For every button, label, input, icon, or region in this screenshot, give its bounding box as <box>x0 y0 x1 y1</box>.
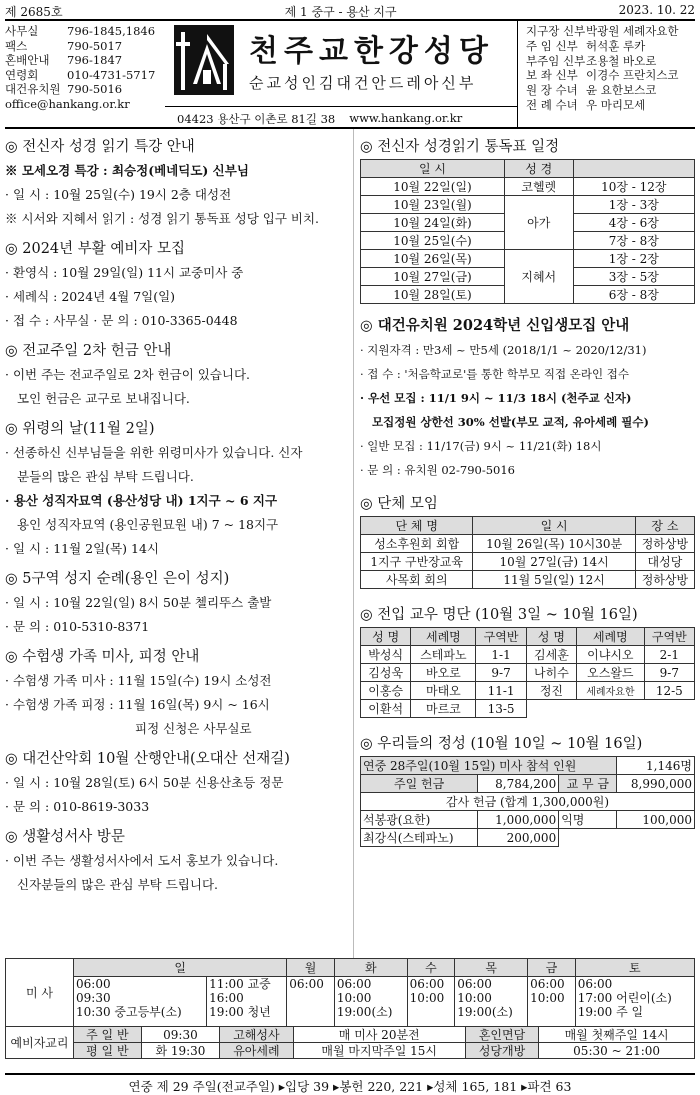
header <box>5 21 695 129</box>
attendance-label: 연중 28주일(10월 15일) 미사 참석 인원 <box>361 757 617 775</box>
cell: 11월 5일(일) 12시 <box>473 571 635 589</box>
section-line: 모집정원 상한선 30% 선발(부모 교적, 유아세례 필수) <box>372 415 649 429</box>
left-column <box>5 129 353 961</box>
mass-schedule-table <box>5 958 695 1027</box>
service-value: 매월 첫째주일 14시 <box>539 1027 695 1043</box>
staff-list <box>517 21 695 127</box>
section-line: · 수험생 가족 미사 : 11월 15일(수) 19시 소성전 <box>5 673 272 688</box>
section-line: · 문 의 : 010-8619-3033 <box>5 799 150 814</box>
cell: 대성당 <box>635 553 694 571</box>
donor-name: 최강식(스테파노) <box>361 829 478 847</box>
table-row <box>361 178 695 196</box>
sunday-offering-value: 8,784,200 <box>478 775 559 793</box>
table-header: 일 시 <box>361 160 505 178</box>
section-line: · 일 시 : 10월 28일(토) 6시 50분 신용산초등 정문 <box>5 775 284 790</box>
offering-table <box>360 756 695 847</box>
service-label: 유아세례 <box>220 1043 293 1059</box>
table-row <box>361 535 695 553</box>
table-row <box>361 646 695 664</box>
table-header: 구역반 <box>476 628 526 646</box>
staff-role: 원 장 수녀 <box>526 83 578 98</box>
cell: 코헬렛 <box>504 178 573 196</box>
service-value: 09:30 <box>141 1027 220 1043</box>
section-line: 피정 신청은 사무실로 <box>135 721 252 736</box>
cell: 이환석 <box>361 700 411 718</box>
table-header: 단 체 명 <box>361 517 473 535</box>
section-line: · 용산 성직자묘역 (용산성당 내) 1지구 ~ 6 지구 <box>5 493 278 508</box>
section-line: · 환영식 : 10월 29일(일) 11시 교중미사 중 <box>5 265 244 280</box>
section-line: · 문 의 : 010-5310-8371 <box>5 619 150 634</box>
day-header: 수 <box>407 959 455 977</box>
section-line: ※ 모세오경 특강 : 최승정(베네딕도) 신부님 <box>5 163 249 178</box>
section-title: ◎ 전신자 성경 읽기 특강 안내 <box>5 139 195 155</box>
staff-row <box>526 24 695 39</box>
contact-row <box>5 24 165 39</box>
offering-section <box>360 732 695 847</box>
staff-name: 박광원 세례자요한 <box>586 24 679 38</box>
cell: 10월 28일(토) <box>361 286 505 304</box>
parish-title: 천주교한강성당 <box>249 34 494 69</box>
service-label: 혼인면담 <box>465 1027 538 1043</box>
mass-times: 06:00 10:00 <box>528 977 576 1027</box>
staff-name: 윤 요한보스코 <box>586 83 657 98</box>
bible-lecture-section <box>5 135 347 231</box>
cell: 정하상방 <box>635 535 694 553</box>
donor-name: 석봉광(요한) <box>361 811 478 829</box>
cell: 성소후원회 회합 <box>361 535 473 553</box>
cell: 박성식 <box>361 646 411 664</box>
staff-row <box>526 83 695 98</box>
empty-cell <box>617 829 695 847</box>
cell: 이홍승 <box>361 682 411 700</box>
section-line: · 세례식 : 2024년 4월 7일(일) <box>5 289 176 304</box>
cell: 1지구 구반장교육 <box>361 553 473 571</box>
church-logo-icon <box>173 24 235 96</box>
staff-row <box>526 98 695 113</box>
service-value: 매월 마지막주일 15시 <box>293 1043 465 1059</box>
cell: 10월 22일(일) <box>361 178 505 196</box>
contact-row <box>5 39 165 54</box>
empty-cell <box>577 700 644 718</box>
service-label: 평 일 반 <box>74 1043 142 1059</box>
parish-subtitle: 순교성인김대건안드레아신부 <box>249 74 477 92</box>
cell: 2-1 <box>644 646 694 664</box>
section-line: · 수험생 가족 피정 : 11월 16일(목) 9시 ~ 16시 <box>5 697 270 712</box>
cell: 3장 - 5장 <box>573 268 694 286</box>
empty-cell <box>526 700 576 718</box>
catechumen-label: 예비자교리 <box>6 1027 74 1059</box>
contact-row <box>5 53 165 68</box>
table-header: 성 명 <box>361 628 411 646</box>
mission-offering-section <box>5 339 347 411</box>
cell: 이냐시오 <box>577 646 644 664</box>
table-header: 성 명 <box>526 628 576 646</box>
donor-amount: 200,000 <box>478 829 559 847</box>
staff-row <box>526 68 695 83</box>
mass-times: 06:00 10:00 19:00(소) <box>455 977 528 1027</box>
service-value: 매 미사 20분전 <box>293 1027 465 1043</box>
day-header: 일 <box>74 959 287 977</box>
hymn-footer: 연중 제 29 주일(전교주일) ▸입당 39 ▸봉헌 220, 221 ▸성체 165, 181 ▸파견 63 <box>5 1073 695 1095</box>
table-header <box>573 160 694 178</box>
table-header: 세례명 <box>411 628 476 646</box>
parish-website[interactable]: www.hankang.or.kr <box>349 111 463 125</box>
issue-date: 2023. 10. 22 <box>618 3 695 17</box>
section-line: · 접 수 : 사무실 · 문 의 : 010-3365-0448 <box>5 313 238 328</box>
staff-name: 조용철 바오로 <box>586 53 657 68</box>
catechumen-section <box>5 237 347 333</box>
contact-value: 796-1845,1846 <box>67 24 156 38</box>
staff-name: 이경수 프란치스코 <box>586 68 679 83</box>
staff-name: 허석훈 루카 <box>586 38 646 53</box>
cell: 정진 <box>526 682 576 700</box>
staff-role: 보 좌 신부 <box>526 68 578 83</box>
section-line: 모인 헌금은 교구로 보내집니다. <box>17 391 190 406</box>
table-row <box>361 250 695 268</box>
section-line: · 일 시 : 10월 25일(수) 19시 2층 대성전 <box>5 187 232 202</box>
kindergarten-section <box>360 314 695 482</box>
district: 제 1 중구 - 용산 지구 <box>284 5 397 19</box>
hiking-section <box>5 747 347 819</box>
section-line: · 일 시 : 11월 2일(목) 14시 <box>5 541 159 556</box>
table-header: 성 경 <box>504 160 573 178</box>
section-title: ◎ 단체 모임 <box>360 496 438 512</box>
section-title: ◎ 전입 교우 명단 (10월 3일 ~ 10월 16일) <box>360 607 638 623</box>
day-header: 금 <box>528 959 576 977</box>
groups-section <box>360 492 695 589</box>
bible-publisher-section <box>5 825 347 897</box>
service-value: 05:30 ~ 21:00 <box>539 1043 695 1059</box>
staff-role: 주 임 신부 <box>526 38 578 53</box>
cell: 세례자요한 <box>577 682 644 700</box>
cell: 마르코 <box>411 700 476 718</box>
section-line: · 일반 모집 : 11/17(금) 9시 ~ 11/21(화) 18시 <box>360 439 602 453</box>
section-title: ◎ 생활성서사 방문 <box>5 829 125 845</box>
tithe-label: 교 무 금 <box>559 775 617 793</box>
contact-label: 혼배안내 <box>5 53 50 67</box>
cell: 오스왈드 <box>577 664 644 682</box>
section-title: ◎ 위령의 날(11월 2일) <box>5 421 155 437</box>
contact-value: 790-5017 <box>67 38 123 53</box>
parish-address: 04423 용산구 이촌로 81길 38 <box>177 112 336 126</box>
cell: 아가 <box>504 196 573 250</box>
top-line <box>5 3 695 21</box>
contact-email <box>5 97 165 112</box>
mass-label: 미 사 <box>6 959 74 1027</box>
cell: 9-7 <box>476 664 526 682</box>
mass-times: 06:00 17:00 어린이(소) 19:00 주 일 <box>575 977 694 1027</box>
contact-label: 사무실 <box>5 24 39 38</box>
cell: 4장 - 6장 <box>573 214 694 232</box>
bible-schedule-section <box>360 135 695 304</box>
pilgrimage-section <box>5 567 347 639</box>
section-line: 용인 성직자묘역 (용인공원묘원 내) 7 ~ 18지구 <box>17 517 279 532</box>
contact-label: 팩스 <box>5 38 28 53</box>
cell: 지혜서 <box>504 250 573 304</box>
staff-row <box>526 54 695 69</box>
contact-value: 010-4731-5717 <box>67 67 156 82</box>
section-line: · 문 의 : 유치원 02-790-5016 <box>360 463 515 477</box>
cell: 10월 26일(목) 10시30분 <box>473 535 635 553</box>
cell: 마태오 <box>411 682 476 700</box>
contact-label: 연령회 <box>5 67 39 82</box>
issue-number: 제 2685호 <box>5 5 63 19</box>
staff-name: 우 마리모세 <box>586 97 646 112</box>
section-line: · 이번 주는 전교주일로 2차 헌금이 있습니다. <box>5 367 251 382</box>
cell: 10월 27일(금) <box>361 268 505 286</box>
cell: 정하상방 <box>635 571 694 589</box>
section-title: ◎ 대건산악회 10월 산행안내(오대산 선재길) <box>5 751 290 767</box>
service-label: 고해성사 <box>220 1027 293 1043</box>
attendance-value: 1,146명 <box>617 757 695 775</box>
staff-role: 부주임 신부 <box>526 53 586 68</box>
transfer-table <box>360 627 695 718</box>
section-title: ◎ 대건유치원 2024학년 신입생모집 안내 <box>360 317 630 334</box>
section-line: · 일 시 : 10월 22일(일) 8시 50분 첼리뚜스 출발 <box>5 595 272 610</box>
services-table <box>5 1026 695 1059</box>
contact-value: 796-1847 <box>67 53 123 67</box>
empty-cell <box>559 829 617 847</box>
table-header: 세례명 <box>577 628 644 646</box>
cell: 바오로 <box>411 664 476 682</box>
bible-schedule-table <box>360 159 695 304</box>
contact-row <box>5 68 165 83</box>
cell: 스테파노 <box>411 646 476 664</box>
email-value: office@hankang.or.kr <box>5 96 130 111</box>
donor-amount: 1,000,000 <box>478 811 559 829</box>
transfer-section <box>360 603 695 718</box>
section-line: 신자분들의 많은 관심 부탁 드립니다. <box>17 877 218 892</box>
mass-times: 06:00 <box>287 977 335 1027</box>
section-line: · 선종하신 신부님들을 위한 위령미사가 있습니다. 신자 <box>5 445 303 460</box>
mass-times: 06:00 10:00 <box>407 977 455 1027</box>
table-row <box>361 196 695 214</box>
cell: 6장 - 8장 <box>573 286 694 304</box>
cell: 1장 - 2장 <box>573 250 694 268</box>
table-header: 장 소 <box>635 517 694 535</box>
cell: 7장 - 8장 <box>573 232 694 250</box>
mass-times: 06:00 10:00 19:00(소) <box>334 977 407 1027</box>
section-line: · 접 수 : '처음학교로'를 통한 학부모 직접 온라인 접수 <box>360 367 629 381</box>
mass-times: 11:00 교중 16:00 19:00 청년 <box>207 977 287 1027</box>
cell: 9-7 <box>644 664 694 682</box>
section-title: ◎ 전신자 성경읽기 통독표 일정 <box>360 139 560 155</box>
section-title: ◎ 우리들의 정성 (10월 10일 ~ 10월 16일) <box>360 736 643 752</box>
thanks-offering-label: 감사 헌금 (합계 1,300,000원) <box>361 793 695 811</box>
table-row <box>361 553 695 571</box>
cell: 10월 25일(수) <box>361 232 505 250</box>
cell: 10월 23일(월) <box>361 196 505 214</box>
day-header: 화 <box>334 959 407 977</box>
table-row <box>361 664 695 682</box>
cell: 1-1 <box>476 646 526 664</box>
cell: 12-5 <box>644 682 694 700</box>
table-row <box>361 700 695 718</box>
exam-family-section <box>5 645 347 741</box>
contact-label: 대건유치원 <box>5 82 61 96</box>
table-header: 일 시 <box>473 517 635 535</box>
section-title: ◎ 5구역 성지 순례(용인 은이 성지) <box>5 571 230 587</box>
tithe-value: 8,990,000 <box>617 775 695 793</box>
table-header: 구역반 <box>644 628 694 646</box>
section-title: ◎ 2024년 부활 예비자 모집 <box>5 241 186 257</box>
section-title: ◎ 수험생 가족 미사, 피정 안내 <box>5 649 200 665</box>
section-line: 분들의 많은 관심 부탁 드립니다. <box>17 469 194 484</box>
cell: 11-1 <box>476 682 526 700</box>
cell: 사목회 회의 <box>361 571 473 589</box>
right-column <box>353 129 695 961</box>
cell: 10월 24일(화) <box>361 214 505 232</box>
section-line: · 우선 모집 : 11/1 9시 ~ 11/3 18시 (천주교 신자) <box>360 391 632 405</box>
cell: 10월 26일(목) <box>361 250 505 268</box>
cell: 1장 - 3장 <box>573 196 694 214</box>
contact-value: 790-5016 <box>67 82 123 96</box>
donor-amount: 100,000 <box>617 811 695 829</box>
cell: 나히수 <box>526 664 576 682</box>
service-label: 성당개방 <box>465 1043 538 1059</box>
donor-name: 익명 <box>559 811 617 829</box>
cell: 김성욱 <box>361 664 411 682</box>
table-row <box>361 571 695 589</box>
cell: 김세훈 <box>526 646 576 664</box>
section-line: · 지원자격 : 만3세 ~ 만5세 (2018/1/1 ~ 2020/12/31) <box>360 343 647 357</box>
contact-list <box>5 21 165 127</box>
parish-title-block <box>165 21 517 127</box>
day-header: 토 <box>575 959 694 977</box>
cell: 10월 27일(금) 14시 <box>473 553 635 571</box>
table-row <box>361 682 695 700</box>
staff-role: 지구장 신부 <box>526 24 586 38</box>
groups-table <box>360 516 695 589</box>
section-title: ◎ 전교주일 2차 헌금 안내 <box>5 343 172 359</box>
mass-times: 06:00 09:30 10:30 중고등부(소) <box>74 977 207 1027</box>
mass-schedule <box>5 958 695 1059</box>
cell: 13-5 <box>476 700 526 718</box>
section-line: ※ 시서와 지혜서 읽기 : 성경 읽기 통독표 성당 입구 비치. <box>5 211 319 226</box>
day-header: 월 <box>287 959 335 977</box>
empty-cell <box>644 700 694 718</box>
contact-row <box>5 82 165 97</box>
staff-row <box>526 39 695 54</box>
section-line: · 이번 주는 생활성서사에서 도서 홍보가 있습니다. <box>5 853 279 868</box>
day-header: 목 <box>455 959 528 977</box>
service-label: 주 일 반 <box>74 1027 142 1043</box>
staff-role: 전 례 수녀 <box>526 97 578 112</box>
sunday-offering-label: 주일 헌금 <box>361 775 478 793</box>
all-souls-section <box>5 417 347 561</box>
service-value: 화 19:30 <box>141 1043 220 1059</box>
cell: 10장 - 12장 <box>573 178 694 196</box>
